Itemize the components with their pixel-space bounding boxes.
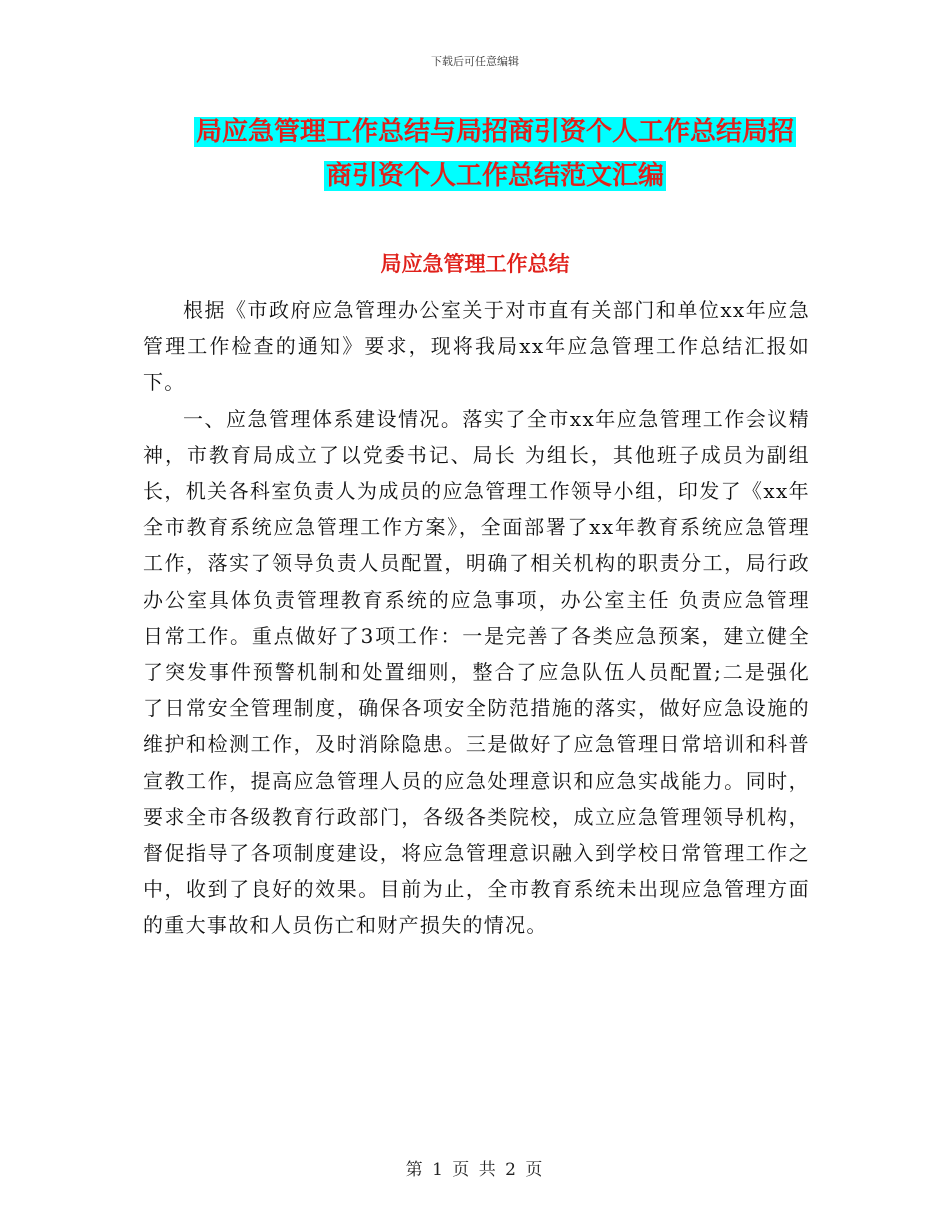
document-title-line-1 xyxy=(180,110,810,154)
document-title-text-1: 局应急管理工作总结与局招商引资个人工作总结局招 xyxy=(195,117,794,147)
document-body xyxy=(143,292,810,944)
page-header-note: 下载后可任意编辑 xyxy=(431,55,519,68)
document-title xyxy=(180,110,810,198)
section-title: 局应急管理工作总结 xyxy=(380,252,570,276)
body-paragraph-intro: 根据《市政府应急管理办公室关于对市直有关部门和单位xx年应急管理工作检查的通知》要求，现将我局xx年应急管理工作总结汇报如下。 xyxy=(143,298,810,395)
document-title-text-2: 商引资个人工作总结范文汇编 xyxy=(325,161,664,191)
document-title-line-2 xyxy=(180,154,810,198)
page-number: 第 1 页 共 2 页 xyxy=(405,1160,545,1180)
body-paragraph-system-construction: 一、应急管理体系建设情况。落实了全市xx年应急管理工作会议精神，市教育局成立了以党委书记、局长 为组长，其他班子成员为副组长，机关各科室负责人为成员的应急管理工作领导小组，印发了《xx年全市教育系统应急管理工作方案》，全面部署了xx年教育系统应急管理工作，落实了领导负责人员配置，明确了相关机构的职责分工，局行政办公室具体负责管理教育系统的应急事项，办公室主任 负责应急管理日常工作。重点做好了3项工作：一是完善了各类应急预案，建立健全了突发事件预警机制和处置细则，整合了应急队伍人员配置;二是强化了日常安全管理制度，确保各项安全防范措施的落实，做好应急设施的维护和检测工作，及时消除隐患。三是做好了应急管理日常培训和科普宣教工作，提高应急管理人员的应急处理意识和应急实战能力。同时，要求全市各级教育行政部门，各级各类院校，成立应急管理领导机构，督促指导了各项制度建设，将应急管理意识融入到学校日常管理工作之中，收到了良好的效果。目前为止，全市教育系统未出现应急管理方面的重大事故和人员伤亡和财产损失的情况。 xyxy=(143,406,810,938)
